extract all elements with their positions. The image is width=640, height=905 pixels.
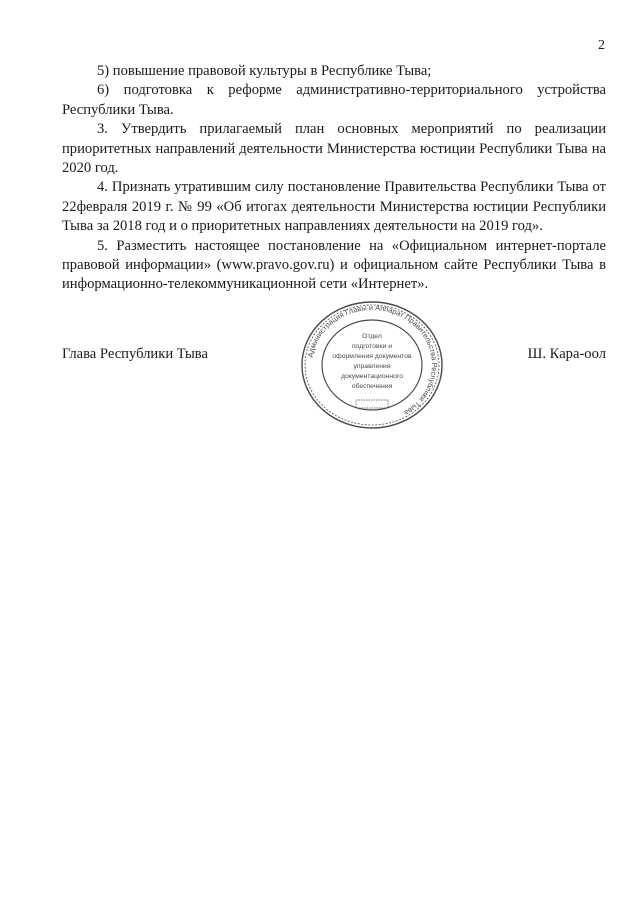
seal-inner-line-5: документационного — [340, 373, 404, 380]
paragraph-clause-4: 4. Признать утратившим силу постановление Правительства Республики Тыва от 22февраля 2019 г. № 99 «Об итогах деятельности Министерства юстиции Республики Тыва за 2018 год и о приоритетных направлениях деятельности на 2019 год». — [62, 179, 606, 235]
seal-inner-line-1: Отдел — [362, 333, 382, 340]
seal-graphic — [300, 300, 444, 430]
paragraph-item-5: 5) повышение правовой культуры в Республике Тыва; — [97, 63, 432, 79]
signer-title: Глава Республики Тыва — [62, 346, 208, 362]
seal-inner-line-4: управления — [353, 363, 391, 370]
seal-bottom-mark — [356, 400, 388, 408]
document-body — [62, 62, 606, 295]
seal-inner-line-2: подготовки и — [351, 343, 393, 350]
paragraph-item-6: 6) подготовка к реформе административно-территориального устройства Республики Тыва. — [62, 82, 606, 118]
seal-outer-text: Администрация Главы и Аппарат Правительства Республики Тыва — [305, 302, 440, 418]
paragraph-clause-3: 3. Утвердить прилагаемый план основных мероприятий по реализации приоритетных направлений деятельности Министерства юстиции Республики Тыва на 2020 год. — [62, 121, 606, 177]
seal-inner-line-3: оформления документов — [332, 353, 412, 360]
official-seal-stamp — [300, 300, 444, 430]
paragraph-clause-5: 5. Разместить настоящее постановление на «Официальном интернет-портале правовой информации» (www.pravo.gov.ru) и официальном сайте Республики Тыва в информационно-телекоммуникационной сети «Интернет». — [62, 237, 606, 293]
page-number: 2 — [598, 38, 605, 53]
signer-name: Ш. Кара-оол — [527, 346, 606, 362]
seal-inner-line-6: обеспечения — [351, 383, 393, 390]
